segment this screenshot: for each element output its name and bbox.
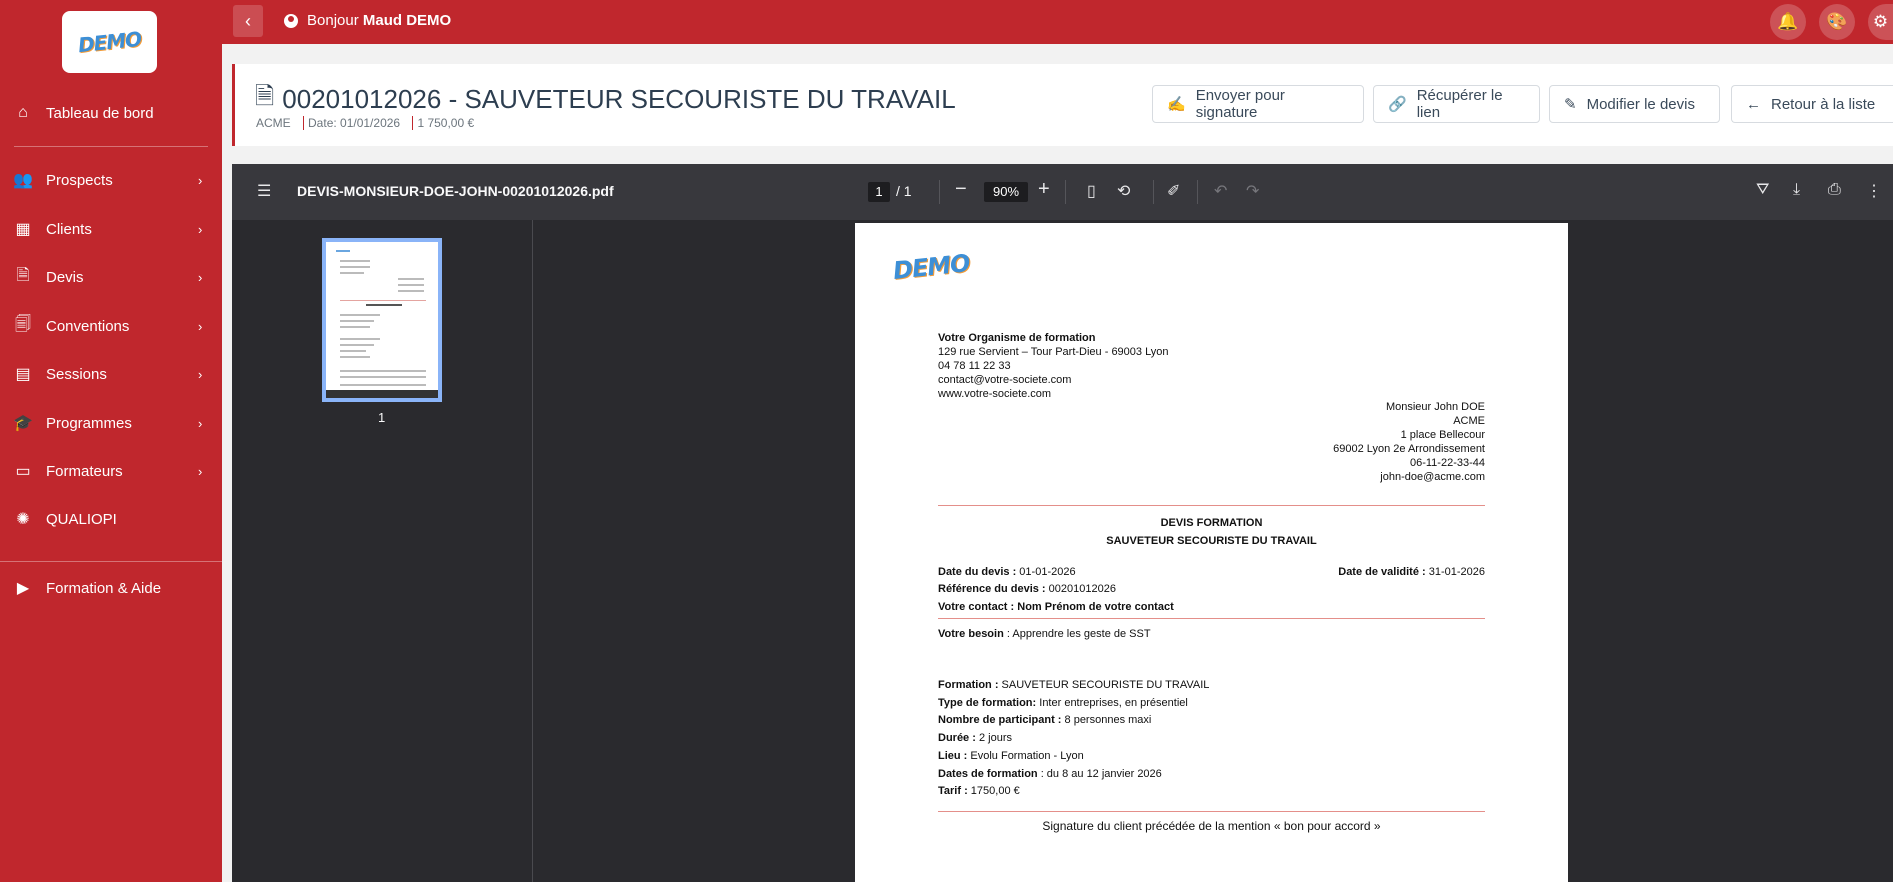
- quote-date-label: Date du devis :: [938, 566, 1017, 578]
- page-thumbnail[interactable]: [322, 238, 442, 402]
- dates-label: Dates de formation: [938, 767, 1038, 780]
- type-label: Type de formation:: [938, 696, 1037, 709]
- quote-client: ACME: [256, 116, 291, 130]
- redo-icon[interactable]: ↷: [1246, 183, 1260, 200]
- dates-value: : du 8 au 12 janvier 2026: [1037, 767, 1162, 780]
- toolbar-divider: [939, 180, 940, 204]
- toolbar-divider: [1153, 180, 1154, 204]
- file-alt-icon: 🗎: [255, 83, 275, 110]
- drive-save-icon[interactable]: ⛛: [1756, 181, 1770, 198]
- sidebar-item-clients[interactable]: [0, 211, 222, 247]
- user-greeting[interactable]: [284, 12, 451, 29]
- theme-button[interactable]: [1819, 4, 1855, 40]
- calendar-icon: ▤: [15, 366, 31, 383]
- send-signature-label: Envoyer pour signature: [1195, 87, 1285, 121]
- participants-label: Nombre de participant :: [938, 714, 1062, 727]
- chevron-right-icon: ›: [198, 415, 203, 431]
- collapse-sidebar-button[interactable]: [233, 5, 263, 37]
- chevron-right-icon: ›: [198, 221, 203, 237]
- client-street: 1 place Bellecour: [1400, 429, 1485, 441]
- chevron-right-icon: ›: [198, 318, 203, 334]
- sidebar: [0, 0, 222, 882]
- reference-label: Référence du devis :: [938, 583, 1046, 595]
- org-email: contact@votre-societe.com: [938, 374, 1072, 386]
- sidebar-item-programmes[interactable]: [0, 405, 222, 441]
- training-details: [938, 677, 1209, 801]
- reference-line: [938, 582, 1116, 596]
- page-total: / 1: [896, 183, 912, 199]
- signature-line: Signature du client précédée de la mention « bon pour accord »: [1042, 819, 1381, 833]
- client-email: john-doe@acme.com: [1380, 471, 1485, 483]
- org-website: www.votre-societe.com: [938, 388, 1052, 400]
- duration-label: Durée :: [938, 732, 976, 745]
- zoom-out-icon[interactable]: −: [955, 178, 967, 200]
- sidebar-item-conventions[interactable]: [0, 308, 222, 344]
- file-invoice-icon: 🗎: [16, 266, 30, 284]
- thumbnail-panel: [232, 220, 533, 882]
- quote-meta: [256, 116, 474, 130]
- place-value: Evolu Formation - Lyon: [967, 749, 1084, 762]
- file-contract-icon: 🗐: [15, 315, 31, 333]
- get-link-button[interactable]: [1373, 85, 1540, 123]
- more-options-icon[interactable]: ⋮: [1866, 183, 1882, 200]
- validity-label: Date de validité :: [1338, 566, 1426, 578]
- need-line: [938, 627, 1151, 641]
- quote-amount: 1 750,00 €: [412, 116, 474, 130]
- pdf-heading: [938, 514, 1485, 550]
- need-value: : Apprendre les geste de SST: [1003, 628, 1151, 640]
- pdf-toolbar: [232, 164, 1893, 220]
- zoom-level[interactable]: 90%: [984, 182, 1028, 202]
- sidebar-item-label: Programmes: [46, 414, 132, 432]
- org-phone: 04 78 11 22 33: [938, 360, 1011, 372]
- topbar: [222, 0, 1893, 44]
- settings-button[interactable]: [1868, 4, 1893, 40]
- need-label: Votre besoin: [938, 628, 1004, 640]
- sidebar-item-sessions[interactable]: [0, 356, 222, 392]
- arrow-left-icon: ←: [1746, 95, 1761, 113]
- sidebar-item-label: Conventions: [46, 317, 130, 335]
- signature-icon: ✍: [1167, 96, 1186, 113]
- home-icon: ⌂: [18, 104, 28, 121]
- back-to-list-label: Retour à la liste: [1771, 95, 1876, 113]
- certificate-icon: ✺: [16, 511, 30, 528]
- sidebar-item-label: Formation & Aide: [46, 579, 162, 597]
- validity-line: [1338, 565, 1485, 579]
- greeting-text: Bonjour: [307, 12, 359, 29]
- chevron-right-icon: ›: [198, 172, 203, 188]
- bell-icon: 🔔: [1777, 12, 1799, 31]
- sidebar-item-label: Sessions: [46, 365, 107, 383]
- sidebar-item-label: Clients: [46, 220, 92, 238]
- toolbar-divider: [1065, 180, 1066, 204]
- page-number-input[interactable]: 1: [868, 182, 890, 202]
- edit-icon: ✎: [1564, 96, 1577, 113]
- pdf-rule: [938, 618, 1485, 619]
- client-company: ACME: [1453, 415, 1485, 427]
- get-link-label: Récupérer le lien: [1416, 87, 1503, 121]
- price-label: Tarif :: [938, 785, 968, 798]
- client-city: 69002 Lyon 2e Arrondissement: [1333, 443, 1485, 455]
- notifications-button[interactable]: [1770, 4, 1806, 40]
- chevron-right-icon: ›: [198, 463, 203, 479]
- org-address: 129 rue Servient – Tour Part-Dieu - 69003 Lyon: [938, 346, 1169, 358]
- chevron-right-icon: ›: [198, 269, 203, 285]
- sidebar-item-label: Tableau de bord: [46, 104, 154, 122]
- contact-label: Votre contact : Nom Prénom de votre contact: [938, 601, 1174, 613]
- pdf-viewer: [232, 164, 1893, 882]
- formation-value: SAUVETEUR SECOURISTE DU TRAVAIL: [998, 679, 1210, 691]
- edit-quote-button[interactable]: [1549, 85, 1720, 123]
- sidebar-item-tableau-de-bord[interactable]: [0, 95, 222, 131]
- download-icon[interactable]: ⤓: [1793, 181, 1801, 198]
- menu-icon[interactable]: ☰: [257, 183, 272, 200]
- sidebar-item-formateurs[interactable]: [0, 453, 222, 489]
- type-value: Inter entreprises, en présentiel: [1036, 696, 1188, 709]
- sidebar-item-formation-aide[interactable]: [0, 570, 222, 606]
- participants-value: 8 personnes maxi: [1061, 714, 1152, 727]
- pdf-filename: DEVIS-MONSIEUR-DOE-JOHN-00201012026.pdf: [297, 183, 614, 199]
- graduation-cap-icon: 🎓: [13, 415, 33, 432]
- gear-icon: ⚙: [1872, 12, 1889, 31]
- pdf-heading-2: SAUVETEUR SECOURISTE DU TRAVAIL: [1106, 535, 1317, 547]
- video-icon: ▶: [16, 580, 30, 597]
- app-logo[interactable]: [62, 11, 157, 73]
- pdf-rule: [938, 505, 1485, 506]
- place-label: Lieu :: [938, 749, 968, 762]
- org-block: [938, 331, 1169, 401]
- pdf-heading-1: DEVIS FORMATION: [1160, 517, 1263, 529]
- user-name: Maud DEMO: [362, 12, 452, 29]
- edit-quote-label: Modifier le devis: [1586, 95, 1695, 113]
- quote-date: Date: 01/01/2026: [303, 116, 400, 130]
- org-name: Votre Organisme de formation: [938, 332, 1096, 344]
- quote-date-value: 01-01-2026: [1016, 566, 1076, 578]
- chalkboard-teacher-icon: ▭: [15, 463, 31, 480]
- logo-text: DEMO: [76, 26, 143, 58]
- send-signature-button[interactable]: [1152, 85, 1364, 123]
- users-icon: 👥: [13, 172, 33, 189]
- formation-label: Formation :: [938, 679, 999, 691]
- palette-icon: 🎨: [1826, 12, 1848, 31]
- user-circle-icon: [284, 14, 298, 28]
- sidebar-item-prospects[interactable]: [0, 162, 222, 198]
- draw-icon[interactable]: ✐: [1167, 183, 1181, 200]
- validity-value: 31-01-2026: [1425, 566, 1485, 578]
- undo-icon[interactable]: ↶: [1214, 183, 1228, 200]
- thumbnail-page-number: 1: [378, 410, 386, 425]
- duration-value: 2 jours: [975, 732, 1012, 745]
- zoom-in-icon[interactable]: +: [1038, 178, 1050, 200]
- client-block: [1333, 400, 1485, 484]
- sidebar-item-label: QUALIOPI: [46, 510, 117, 528]
- link-icon: 🔗: [1388, 96, 1407, 113]
- toolbar-divider: [1197, 180, 1198, 204]
- client-phone: 06-11-22-33-44: [1409, 457, 1485, 469]
- sidebar-divider: [0, 561, 222, 562]
- print-icon[interactable]: ⎙: [1828, 181, 1841, 198]
- chevron-left-icon: ‹: [245, 10, 251, 31]
- sidebar-item-label: Formateurs: [46, 462, 123, 480]
- client-name: Monsieur John DOE: [1385, 401, 1485, 413]
- pdf-logo: DEMO: [891, 249, 971, 285]
- pdf-page: [855, 223, 1568, 882]
- fit-page-icon[interactable]: ▯: [1087, 183, 1096, 200]
- contact-line: [938, 600, 1174, 614]
- reference-value: 00201012026: [1045, 583, 1116, 595]
- quote-date-line: [938, 565, 1076, 579]
- sidebar-item-label: Devis: [46, 268, 84, 286]
- price-value: 1750,00 €: [967, 785, 1020, 798]
- sidebar-item-qualiopi[interactable]: [0, 501, 222, 537]
- back-to-list-button[interactable]: [1731, 85, 1893, 123]
- rotate-icon[interactable]: ⟲: [1117, 183, 1131, 200]
- page-title: [255, 79, 956, 120]
- chevron-right-icon: ›: [198, 366, 203, 382]
- sidebar-item-label: Prospects: [46, 171, 113, 189]
- building-icon: ▦: [15, 221, 31, 238]
- sidebar-item-devis[interactable]: [0, 259, 222, 295]
- sidebar-divider: [14, 146, 208, 147]
- pdf-rule: [938, 811, 1485, 812]
- page-title-text: 00201012026 - SAUVETEUR SECOURISTE DU TRAVAIL: [282, 84, 956, 114]
- quote-header: [232, 64, 1893, 146]
